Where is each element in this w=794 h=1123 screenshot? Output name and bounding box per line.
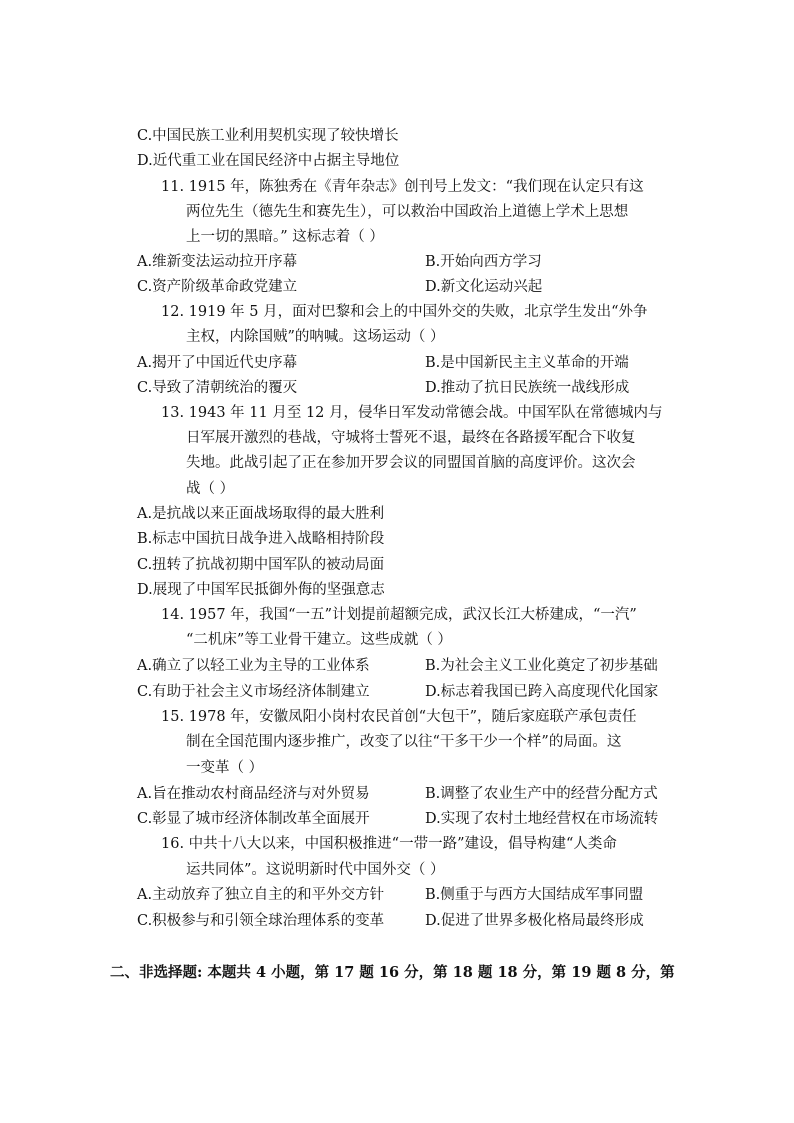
q13-option-b: B.标志中国抗日战争进入战略相持阶段 [137,531,385,547]
q13-stem-line-1: 13. 1943 年 11 月至 12 月，侵华日军发动常德会战。中国军队在常德城内与 [161,405,663,421]
q11-stem-line-1: 11. 1915 年，陈独秀在《青年杂志》创刊号上发文：“我们现在认定只有这 [161,179,644,195]
q11-option-a: A.维新变法运动拉开序幕 [137,254,298,270]
q15-stem-line-1: 15. 1978 年，安徽凤阳小岗村农民首创“大包干”，随后家庭联产承包责任 [161,709,637,725]
q12-option-b: B.是中国新民主主义革命的开端 [425,355,629,371]
q14-option-b: B.为社会主义工业化奠定了初步基础 [425,658,658,674]
q11-stem-line-2: 两位先生（德先生和赛先生），可以救治中国政治上道德上学术上思想 [186,204,629,220]
q12-stem-line-1: 12. 1919 年 5 月，面对巴黎和会上的中国外交的失败，北京学生发出“外争 [161,304,648,320]
q15-option-c: C.彰显了城市经济体制改革全面展开 [137,811,370,827]
q11-option-d: D.新文化运动兴起 [425,279,543,295]
q14-option-c: C.有助于社会主义市场经济体制建立 [137,684,370,700]
q15-option-a: A.旨在推动农村商品经济与对外贸易 [137,786,370,802]
q10-option-c: C.中国民族工业利用契机实现了较快增长 [137,128,399,144]
q12-stem-line-2: 主权，内除国贼”的呐喊。这场运动（ ） [186,329,445,345]
q11-stem-line-3: 上一切的黑暗。” 这标志着（ ） [186,229,384,245]
q16-option-d: D.促进了世界多极化格局最终形成 [425,913,644,929]
q14-stem-line-2: “二机床”等工业骨干建立。这些成就（ ） [186,632,452,648]
q15-stem-line-2: 制在全国范围内逐步推广，改变了以往“干多干少一个样”的局面。这 [186,734,622,750]
q13-option-c: C.扭转了抗战初期中国军队的被动局面 [137,557,385,573]
q10-option-d: D.近代重工业在国民经济中占据主导地位 [137,153,400,169]
q16-stem-line-2: 运共同体”。这说明新时代中国外交（ ） [186,862,445,878]
q13-option-a: A.是抗战以来正面战场取得的最大胜利 [137,506,385,522]
q13-stem-line-2: 日军展开激烈的巷战，守城将士誓死不退，最终在各路援军配合下收复 [186,430,636,446]
q14-option-d: D.标志着我国已跨入高度现代化国家 [425,684,659,700]
section-two-heading: 二、非选择题: 本题共 4 小题，第 17 题 16 分，第 18 题 18 分，第 19 题 8 分，第 [110,964,675,981]
q12-option-c: C.导致了清朝统治的覆灭 [137,380,298,396]
q15-option-b: B.调整了农业生产中的经营分配方式 [425,786,658,802]
q11-option-b: B.开始向西方学习 [425,254,542,270]
q14-stem-line-1: 14. 1957 年，我国“一五”计划提前超额完成，武汉长江大桥建成，“一汽” [161,607,637,623]
q14-option-a: A.确立了以轻工业为主导的工业体系 [137,658,370,674]
q15-option-d: D.实现了农村土地经营权在市场流转 [425,811,659,827]
q12-option-a: A.揭开了中国近代史序幕 [137,355,298,371]
q11-option-c: C.资产阶级革命政党建立 [137,279,298,295]
q16-option-b: B.侧重于与西方大国结成军事同盟 [425,887,644,903]
q16-option-c: C.积极参与和引领全球治理体系的变革 [137,913,385,929]
q13-option-d: D.展现了中国军民抵御外侮的坚强意志 [137,582,385,598]
q12-option-d: D.推动了抗日民族统一战线形成 [425,380,630,396]
q16-stem-line-1: 16. 中共十八大以来，中国积极推进“一带一路”建设，倡导构建“人类命 [161,836,617,852]
q13-stem-line-4: 战（ ） [186,481,235,497]
q16-option-a: A.主动放弃了独立自主的和平外交方针 [137,887,385,903]
q15-stem-line-3: 一变革（ ） [186,760,264,776]
q13-stem-line-3: 失地。此战引起了正在参加开罗会议的同盟国首脑的高度评价。这次会 [186,455,636,471]
